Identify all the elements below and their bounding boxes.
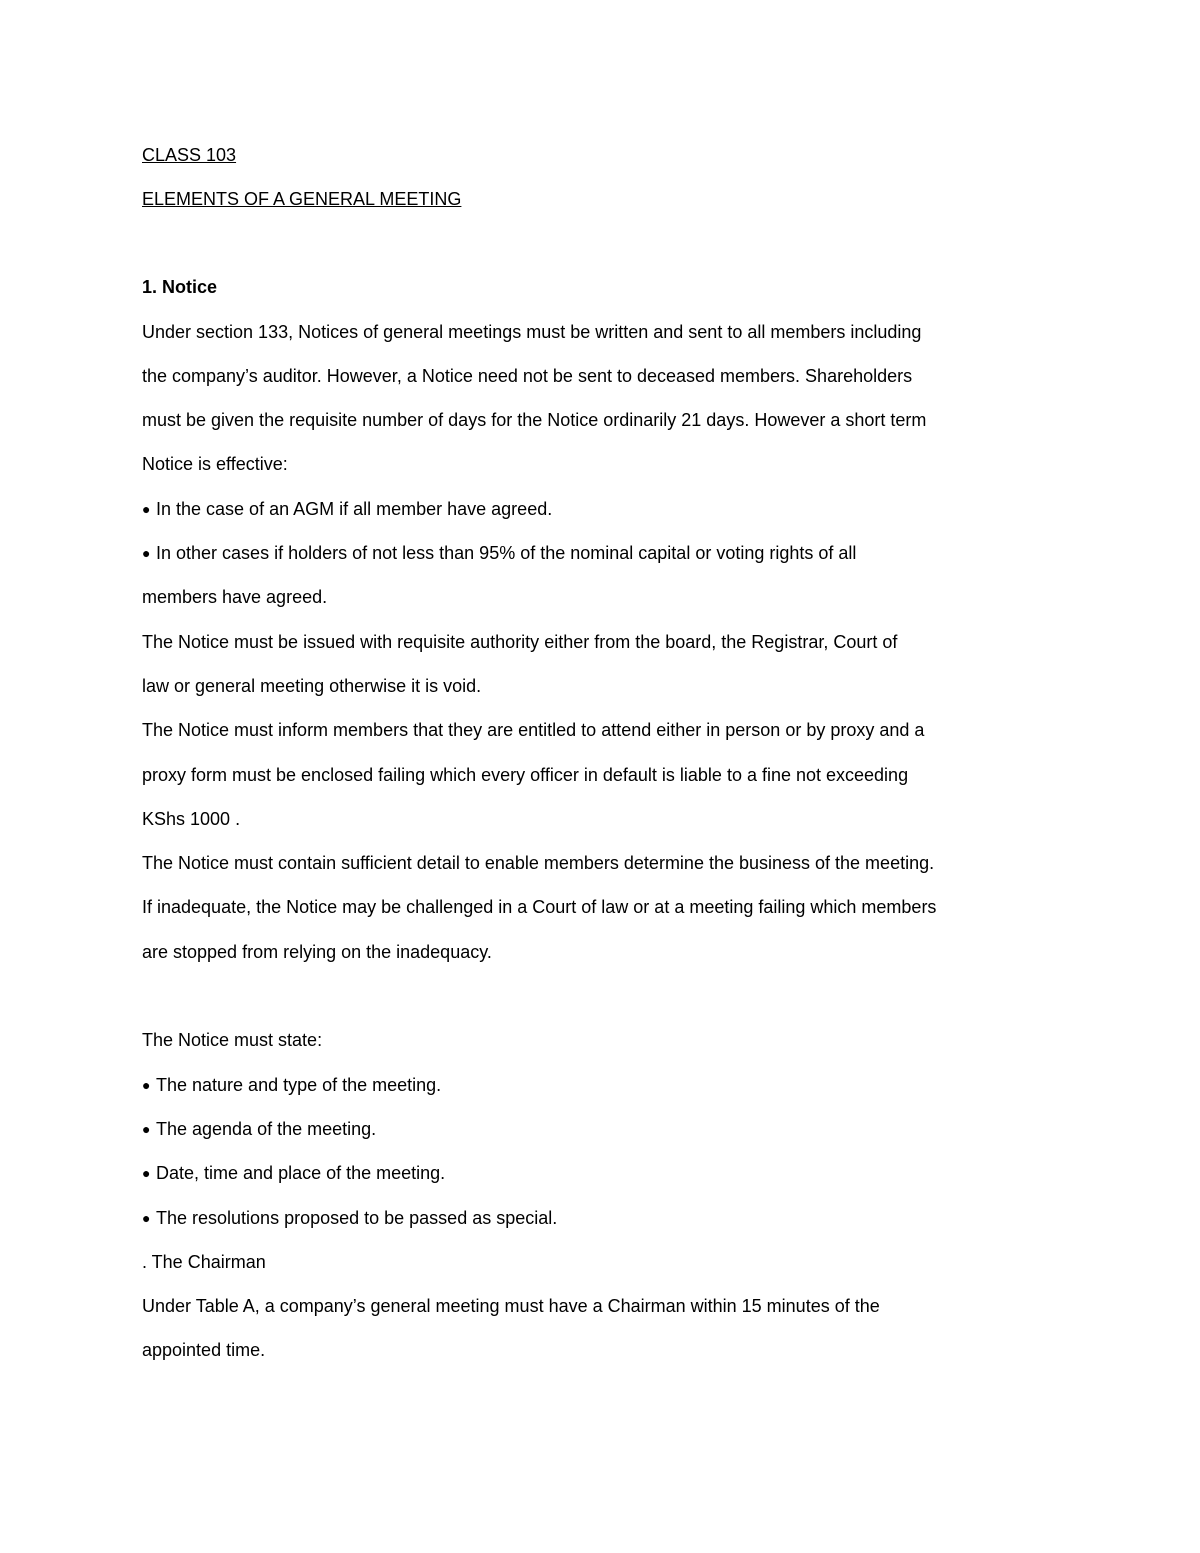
paragraph-line: If inadequate, the Notice may be challenged in a Court of law or at a meeting failing which members [142, 897, 937, 918]
paragraph-line: The Notice must be issued with requisite authority either from the board, the Registrar, Court of [142, 631, 898, 652]
list-item-text: The nature and type of the meeting. [156, 1074, 442, 1095]
bullet-icon: ● [142, 1076, 151, 1093]
class-title: CLASS 103 [142, 145, 237, 165]
list-item [142, 1114, 1042, 1158]
list-item-continuation: members have agreed. [142, 587, 328, 608]
blank-line [142, 228, 1042, 272]
paragraph-line: Under Table A, a company’s general meeting must have a Chairman within 15 minutes of the [142, 1296, 880, 1317]
bullet-icon: ● [142, 1165, 151, 1182]
bullet-icon: ● [142, 500, 151, 517]
paragraph-line: proxy form must be enclosed failing which every officer in default is liable to a fine not exceeding [142, 764, 909, 785]
list-item [142, 494, 1042, 538]
paragraph-line: appointed time. [142, 1340, 266, 1361]
subject-title: ELEMENTS OF A GENERAL MEETING [142, 189, 462, 209]
list-item [142, 1203, 1042, 1247]
bullet-icon: ● [142, 1120, 151, 1137]
list-item [142, 538, 1042, 582]
list-item [142, 1158, 1042, 1202]
paragraph-line: The Notice must contain sufficient detail to enable members determine the business of the meeting. [142, 853, 935, 874]
notice-must-state: The Notice must state: [142, 1030, 323, 1051]
paragraph-line: The Notice must inform members that they are entitled to attend either in person or by proxy and a [142, 720, 925, 741]
list-item-text: The agenda of the meeting. [156, 1118, 377, 1139]
paragraph-line: law or general meeting otherwise it is void. [142, 675, 482, 696]
paragraph-line: the company’s auditor. However, a Notice need not be sent to deceased members. Shareholders [142, 365, 913, 386]
paragraph-line: must be given the requisite number of days for the Notice ordinarily 21 days. However a short term [142, 410, 927, 431]
paragraph-line: are stopped from relying on the inadequacy. [142, 941, 492, 962]
document-body [142, 140, 1042, 1380]
blank-line [142, 981, 1042, 1025]
list-item-text: In other cases if holders of not less than 95% of the nominal capital or voting rights of all [156, 543, 857, 564]
paragraph-line: Under section 133, Notices of general meetings must be written and sent to all members including [142, 321, 922, 342]
list-item-text: In the case of an AGM if all member have agreed. [156, 498, 553, 519]
list-item-text: The resolutions proposed to be passed as special. [156, 1207, 558, 1228]
list-item [142, 1070, 1042, 1114]
list-item-text: Date, time and place of the meeting. [156, 1163, 446, 1184]
paragraph-line: Notice is effective: [142, 454, 288, 475]
paragraph-line: KShs 1000 . [142, 808, 241, 829]
chairman-heading: . The Chairman [142, 1251, 266, 1272]
section-title-notice: 1. Notice [142, 277, 218, 298]
bullet-icon: ● [142, 545, 151, 562]
bullet-icon: ● [142, 1209, 151, 1226]
